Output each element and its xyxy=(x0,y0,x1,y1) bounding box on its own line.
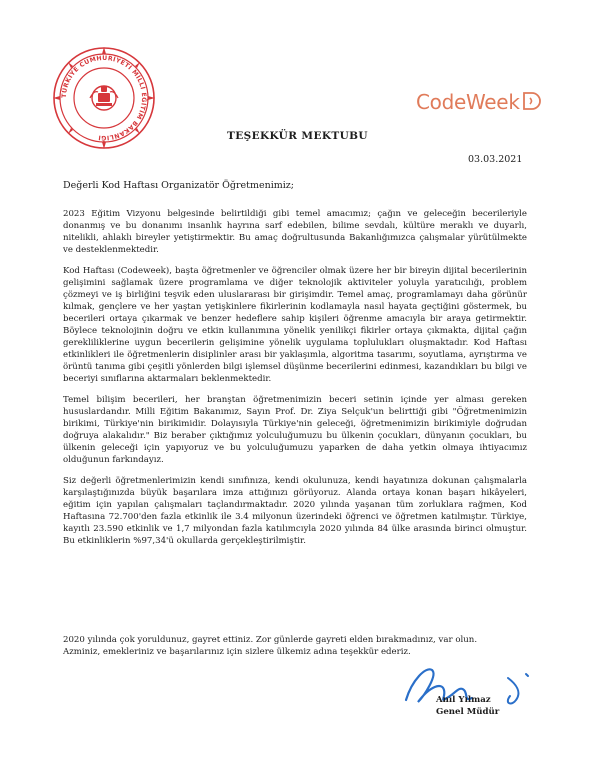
paragraph: Kod Haftası (Codeweek), başta öğretmenler ve öğrenciler olmak üzere her bir bireyin dijital becerilerinin gelişimini sağlamak üzere programlama ve diğer teknolojik aktiviteler yoluyla yaratıcılığı, problem çözmeyi ve iş birliğini teşvik eden uluslararası bir girişimdir. Temel amaç, programlamayı daha görünür kılmak, gençlere ve her yaştan yetişkinlere fikirlerinin kodlamayla nasıl hayata geçtiğini göstermek, bu becerileri ortaya çıkarmak ve benzer hedeflere sahip kişileri öğrenme amacıyla bir araya getirmektir. Böylece teknolojinin doğru ve etkin kullanımına yönelik yenilikçi fikirler ortaya çıkmakta, dijital çağın gerekliliklerine uygun becerilerin gelişimine yönelik uygulama toplulukları oluşmaktadır. Kod Haftası etkinlikleri ile öğretmenlerin disiplinler arası bir yaklaşımla, algoritma tasarımı, soyutlama, ayrıştırma ve örüntü tanıma gibi çeşitli yönlerden bilgi işlemsel düşünme becerilerini edinmesi, kazandıkları bu bilgi ve beceriyi sınıflarına aktarmaları beklenmektedir. xyxy=(63,266,527,384)
paragraph: Temel bilişim becerileri, her branştan öğretmenimizin beceri setinin içinde yer alması gereken hususlardandır. Milli Eğitim Bakanımız, Sayın Prof. Dr. Ziya Selçuk'un belirttiği gibi "Öğretmenimizin birikimi, Türkiye'nin birikimidir. Dolayısıyla Türkiye'nin geleceği, öğretmenimizin birikimiyle doğrudan doğruya alakalıdır." Biz beraber çıktığımız yolculuğumuzu bu ülkenin çocukları, dünyanın çocukları, bu ülkenin geleceği için yapıyoruz ve bu yolculuğumuzu yaparken de daha yetkin olmaya ihtiyacımız olduğunun farkındayız. xyxy=(63,395,527,465)
letter-title: TEŞEKKÜR MEKTUBU xyxy=(227,130,368,142)
greeting: Değerli Kod Haftası Organizatör Öğretmenimiz; xyxy=(63,180,295,191)
brand-name: CodeWeek xyxy=(416,90,520,114)
signer-name: Anıl Yılmaz xyxy=(436,695,491,705)
paragraph: 2023 Eğitim Vizyonu belgesinde belirtildiği gibi temel amacımız; çağın ve geleceğin becerileriyle donanmış ve bu donanımı insanlık hayrına sarf edebilen, bilime sevdalı, kültüre meraklı ve duyarlı, nitelikli, ahlaklı bireyler yetiştirmektir. Bu amaç doğrultusunda Bakanlığımızca çalışmalar yürütülmekte ve desteklenmektedir. xyxy=(63,209,527,255)
closing-line: Azminiz, emekleriniz ve başarılarınız için sizlere ülkemiz adına teşekkür ederiz. xyxy=(63,647,411,657)
signer-role: Genel Müdür xyxy=(436,707,500,717)
codeweek-mark-icon xyxy=(521,90,543,112)
closing-line: 2020 yılında çok yoruldunuz, gayret ettiniz. Zor günlerde gayreti elden bırakmadınız, var olun. xyxy=(63,635,478,645)
svg-text:TÜRKİYE CUMHURİYETİ MİLLİ EĞİT: TÜRKİYE CUMHURİYETİ MİLLİ EĞİTİM BAKANLIĞI xyxy=(60,54,148,142)
paragraph: Siz değerli öğretmenlerimizin kendi sınıfınıza, kendi okulunuza, kendi hayatınıza dokunan çalışmalarla karşılaştığınızda büyük başarılara imza attığınızı görüyoruz. Alanda ortaya konan başarı hikâyeleri, eğitim için yapılan çalışmaları taçlandırmaktadır. 2020 yılında yaşanan tüm zorluklara rağmen, Kod Haftasına 72.700'den fazla etkinlik ile 3.4 milyonun üzerindeki öğrenci ve öğretmen katılmıştır. Türkiye, kayıtlı 23.590 etkinlik ve 1,7 milyondan fazla katılımcıyla 2020 yılında 84 ülke arasında birinci olmuştur. Bu etkinliklerin %97,34'ü okullarda gerçekleştirilmiştir. xyxy=(63,476,527,546)
codeweek-logo xyxy=(416,90,543,114)
letter-body xyxy=(63,208,527,556)
letter-date: 03.03.2021 xyxy=(468,154,523,165)
signer-block xyxy=(436,694,499,718)
closing-text xyxy=(63,634,527,658)
